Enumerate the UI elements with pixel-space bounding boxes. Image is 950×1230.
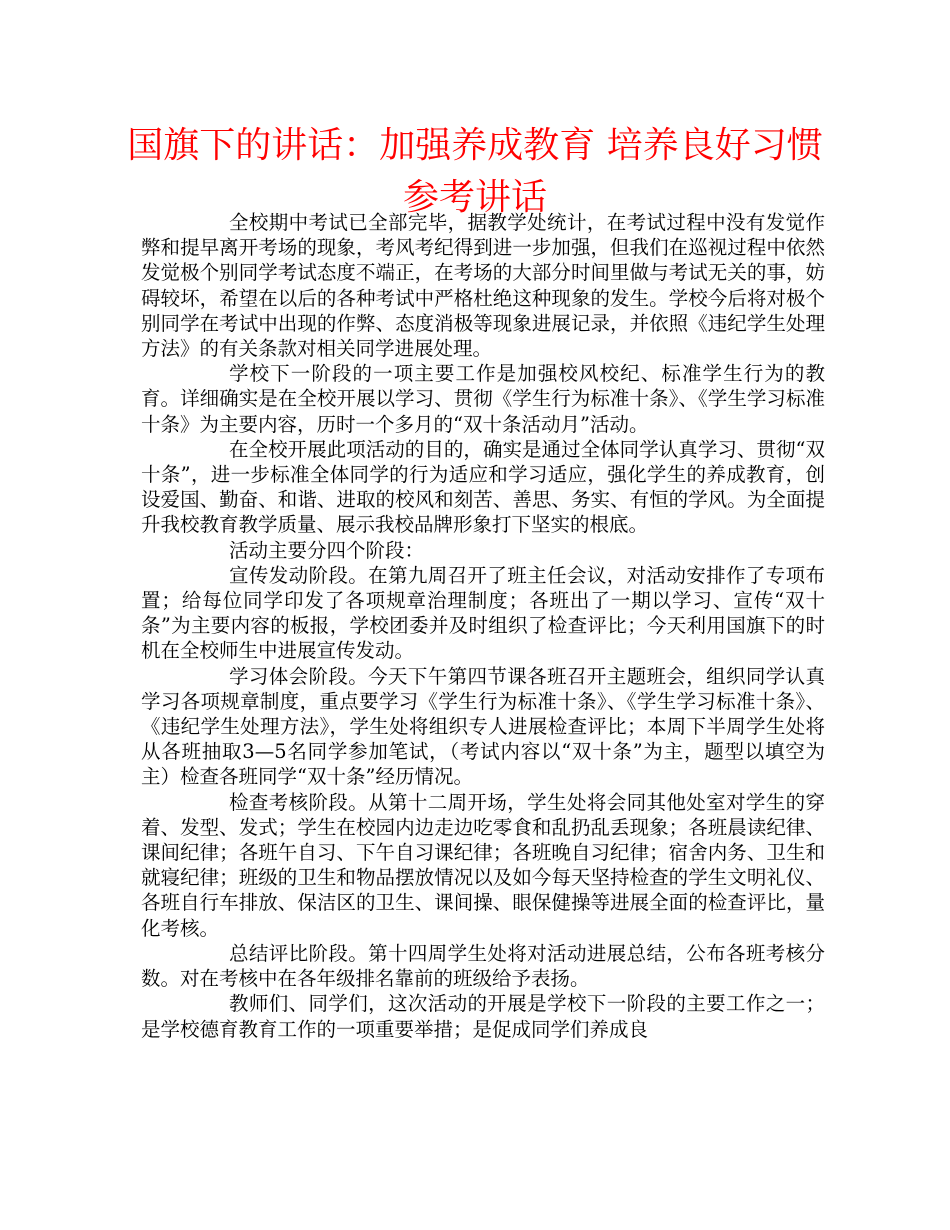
document-body [141, 210, 825, 1042]
paragraph-1: 全校期中考试已全部完毕，据教学处统计，在考试过程中没有发觉作弊和提早离开考场的现象，考风考纪得到进一步加强，但我们在巡视过程中依然发觉极个别同学考试态度不端正，在考场的大部分时间里做与考试无关的事，妨碍较坏，希望在以后的各种考试中严格杜绝这种现象的发生。学校今后将对极个别同学在考试中出现的作弊、态度消极等现象进展记录，并依照《违纪学生处理方法》的有关条款对相关同学进展处理。 [141, 211, 825, 361]
document-title: 国旗下的讲话：加强养成教育 培养良好习惯参考讲话 [127, 125, 823, 218]
paragraph-6: 学习体会阶段。今天下午第四节课各班召开主题班会，组织同学认真学习各项规章制度，重点要学习《学生行为标准十条》、《学生学习标准十条》、《违纪学生处理方法》，学生处将组织专人进展检查评比；本周下半周学生处将从各班抽取3—5名同学参加笔试，（考试内容以“双十条”为主，题型以填空为主）检查各班同学“双十条”经历情况。 [141, 664, 825, 789]
paragraph-9: 教师们、同学们，这次活动的开展是学校下一阶段的主要工作之一；是学校德育教育工作的一项重要举措；是促成同学们养成良 [141, 992, 825, 1041]
paragraph-5: 宣传发动阶段。在第九周召开了班主任会议，对活动安排作了专项布置；给每位同学印发了各项规章治理制度；各班出了一期以学习、宣传“双十条”为主要内容的板报，学校团委并及时组织了检查评比；今天利用国旗下的时机在全校师生中进展宣传发动。 [141, 563, 825, 663]
paragraph-4: 活动主要分四个阶段： [229, 538, 425, 562]
paragraph-2: 学校下一阶段的一项主要工作是加强校风校纪、标准学生行为的教育。详细确实是在全校开展以学习、贯彻《学生行为标准十条》、《学生学习标准十条》为主要内容，历时一个多月的“双十条活动月”活动。 [141, 362, 825, 436]
paragraph-8: 总结评比阶段。第十四周学生处将对活动进展总结，公布各班考核分数。对在考核中在各年级排名靠前的班级给予表扬。 [141, 941, 825, 991]
paragraph-7: 检查考核阶段。从第十二周开场，学生处将会同其他处室对学生的穿着、发型、发式；学生在校园内边走边吃零食和乱扔乱丢现象；各班晨读纪律、课间纪律；各班午自习、下午自习课纪律；各班晚自习纪律；宿舍内务、卫生和就寝纪律；班级的卫生和物品摆放情况以及如今每天坚持检查的学生文明礼仪、各班自行车排放、保洁区的卫生、课间操、眼保健操等进展全面的检查评比，量化考核。 [141, 790, 825, 940]
paragraph-3: 在全校开展此项活动的目的，确实是通过全体同学认真学习、贯彻“双十条”，进一步标准全体同学的行为适应和学习适应，强化学生的养成教育，创设爱国、勤奋、和谐、进取的校风和刻苦、善思、务实、有恒的学风。为全面提升我校教育教学质量、展示我校品牌形象打下坚实的根底。 [141, 437, 825, 537]
